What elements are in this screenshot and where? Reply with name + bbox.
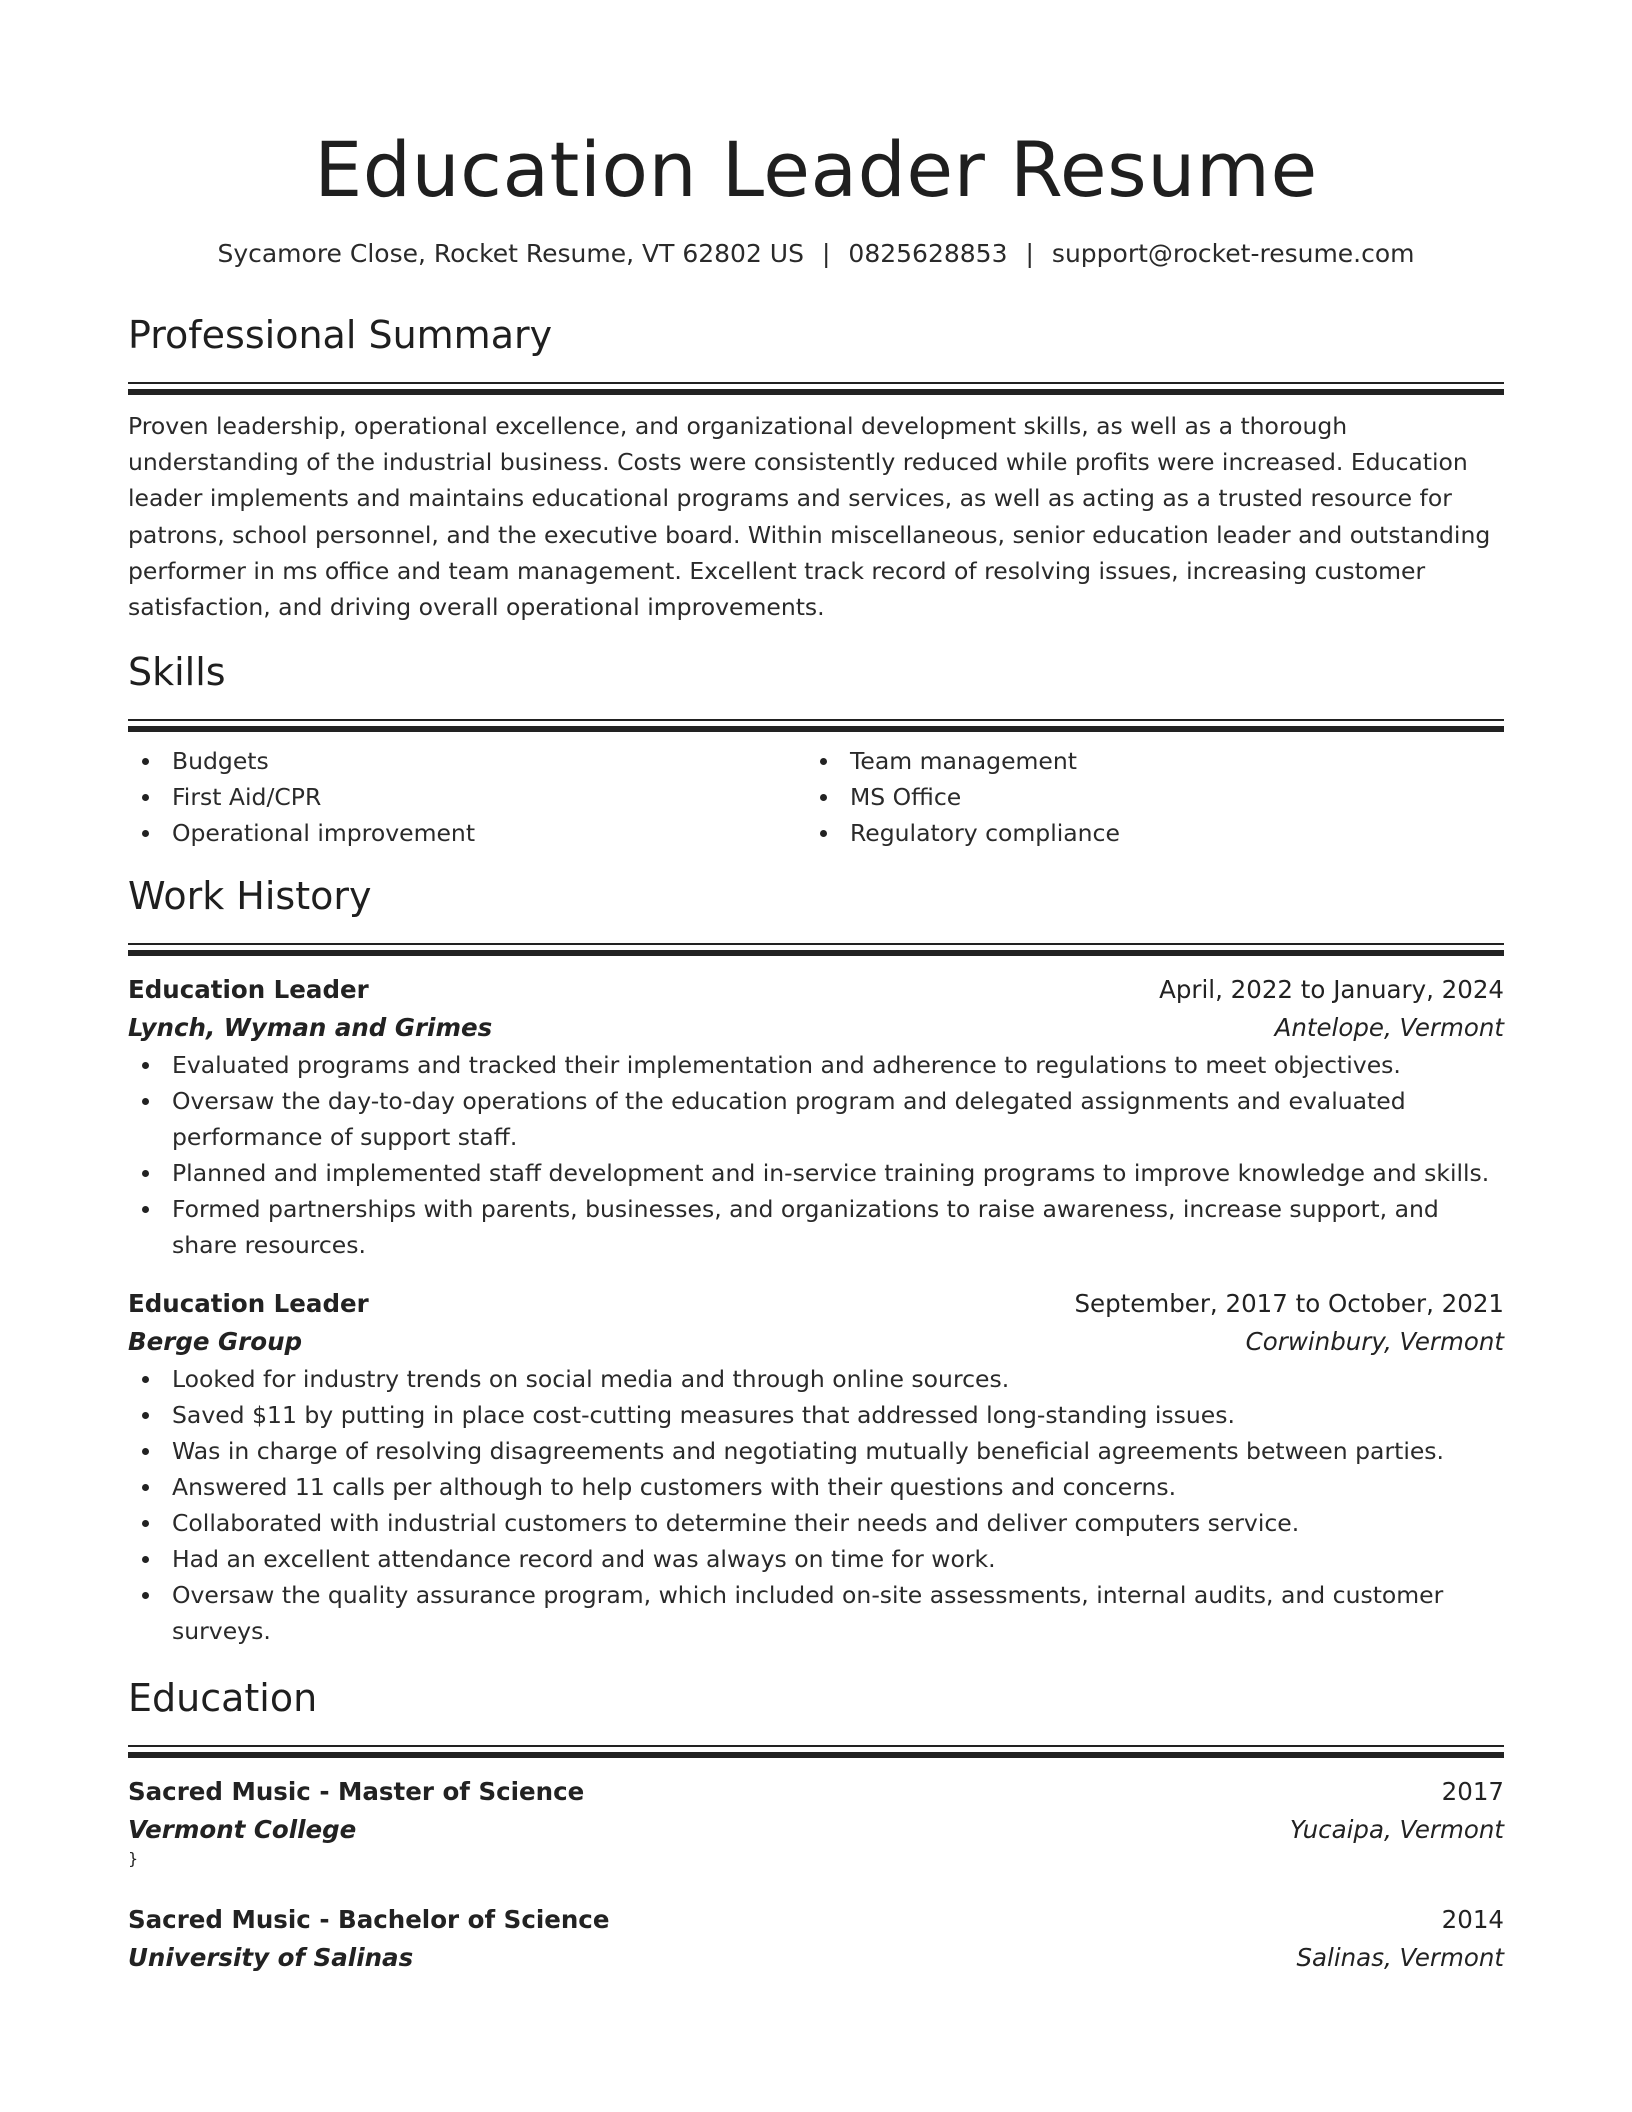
skills-left-column (128, 743, 806, 851)
job-bullet: Answered 11 calls per although to help customers with their questions and concerns. (128, 1469, 1504, 1505)
skills-section (128, 647, 1504, 851)
job-title: Education Leader (128, 1289, 369, 1319)
contact-phone: 0825628853 (848, 239, 1008, 268)
section-divider (128, 719, 1504, 733)
contact-email[interactable]: support@rocket-resume.com (1051, 239, 1415, 268)
job-bullet: Looked for industry trends on social media and through online sources. (128, 1361, 1504, 1397)
degree-year: 2014 (1441, 1905, 1504, 1935)
job-bullet: Saved $11 by putting in place cost-cutting measures that addressed long-standing issues. (128, 1397, 1504, 1433)
skill-item: Budgets (128, 743, 806, 779)
contact-separator: | (1025, 239, 1034, 268)
job-bullet: Had an excellent attendance record and was always on time for work. (128, 1541, 1504, 1577)
school-location: Salinas, Vermont (1296, 1943, 1504, 1973)
job-bullets (128, 1047, 1504, 1263)
job-bullets (128, 1361, 1504, 1649)
job-dates: September, 2017 to October, 2021 (1074, 1289, 1504, 1319)
contact-separator: | (821, 239, 831, 268)
education-entry: Sacred Music - Master of Science 2017 Vermont College Yucaipa, Vermont } (128, 1773, 1504, 1868)
job-location: Corwinbury, Vermont (1245, 1327, 1504, 1357)
job-bullet: Planned and implemented staff development and in-service training programs to improve knowledge and skills. (128, 1155, 1504, 1191)
section-divider (128, 943, 1504, 957)
job-bullet: Oversaw the quality assurance program, which included on-site assessments, internal audits, and customer surveys. (128, 1577, 1504, 1649)
work-heading: Work History (128, 874, 372, 919)
education-entry (128, 1901, 1504, 1977)
summary-text: Proven leadership, operational excellence, and organizational development skills, as well as a thorough understanding of the industrial business. Costs were consistently reduced while profits were increased. Education leader implements and maintains educational programs and services, as well as acting as a trusted resource for patrons, school personnel, and the executive board. Within miscellaneous, senior education leader and outstanding performer in ms office and team management. Excellent track record of resolving issues, increasing customer satisfaction, and driving overall operational improvements. (128, 412, 1491, 622)
job-entry (128, 1285, 1504, 1649)
job-bullet: Oversaw the day-to-day operations of the education program and delegated assignments and evaluated performance of support staff. (128, 1083, 1504, 1155)
contact-line (128, 236, 1504, 272)
job-bullet: Formed partnerships with parents, businesses, and organizations to raise awareness, increase support, and share resources. (128, 1191, 1504, 1263)
job-bullet: Evaluated programs and tracked their implementation and adherence to regulations to meet objectives. (128, 1047, 1504, 1083)
skills-right-column (806, 743, 1484, 851)
job-title: Education Leader (128, 975, 369, 1005)
school-location: Yucaipa, Vermont (1289, 1815, 1504, 1845)
work-section (128, 871, 1504, 1649)
skill-item: Regulatory compliance (806, 815, 1484, 851)
skill-item: MS Office (806, 779, 1484, 815)
skill-item: Team management (806, 743, 1484, 779)
resume-title: Education Leader Resume (314, 125, 1318, 214)
skill-item: First Aid/CPR (128, 779, 806, 815)
degree-year: 2017 (1441, 1777, 1504, 1807)
job-company: Berge Group (128, 1327, 303, 1357)
summary-heading: Professional Summary (128, 313, 553, 357)
job-location: Antelope, Vermont (1274, 1013, 1504, 1043)
school-name: University of Salinas (128, 1943, 414, 1973)
job-bullet: Collaborated with industrial customers to determine their needs and deliver computers service. (128, 1505, 1504, 1541)
summary-section (128, 310, 1504, 625)
job-bullet: Was in charge of resolving disagreements and negotiating mutually beneficial agreements between parties. (128, 1433, 1504, 1469)
contact-address: Sycamore Close, Rocket Resume, VT 62802 US (217, 239, 804, 268)
degree-title: Sacred Music - Master of Science (128, 1777, 585, 1807)
education-section (128, 1673, 1504, 1977)
degree-title: Sacred Music - Bachelor of Science (128, 1905, 610, 1935)
resume-page (128, 0, 1504, 1977)
section-divider (128, 1745, 1504, 1759)
skills-list (128, 743, 1504, 851)
skill-item: Operational improvement (128, 815, 806, 851)
section-divider (128, 382, 1504, 396)
education-heading: Education (128, 1676, 318, 1721)
school-name: Vermont College (128, 1815, 357, 1845)
skills-heading: Skills (128, 650, 226, 695)
job-entry (128, 971, 1504, 1263)
job-company: Lynch, Wyman and Grimes (128, 1013, 493, 1043)
job-dates: April, 2022 to January, 2024 (1159, 975, 1504, 1005)
